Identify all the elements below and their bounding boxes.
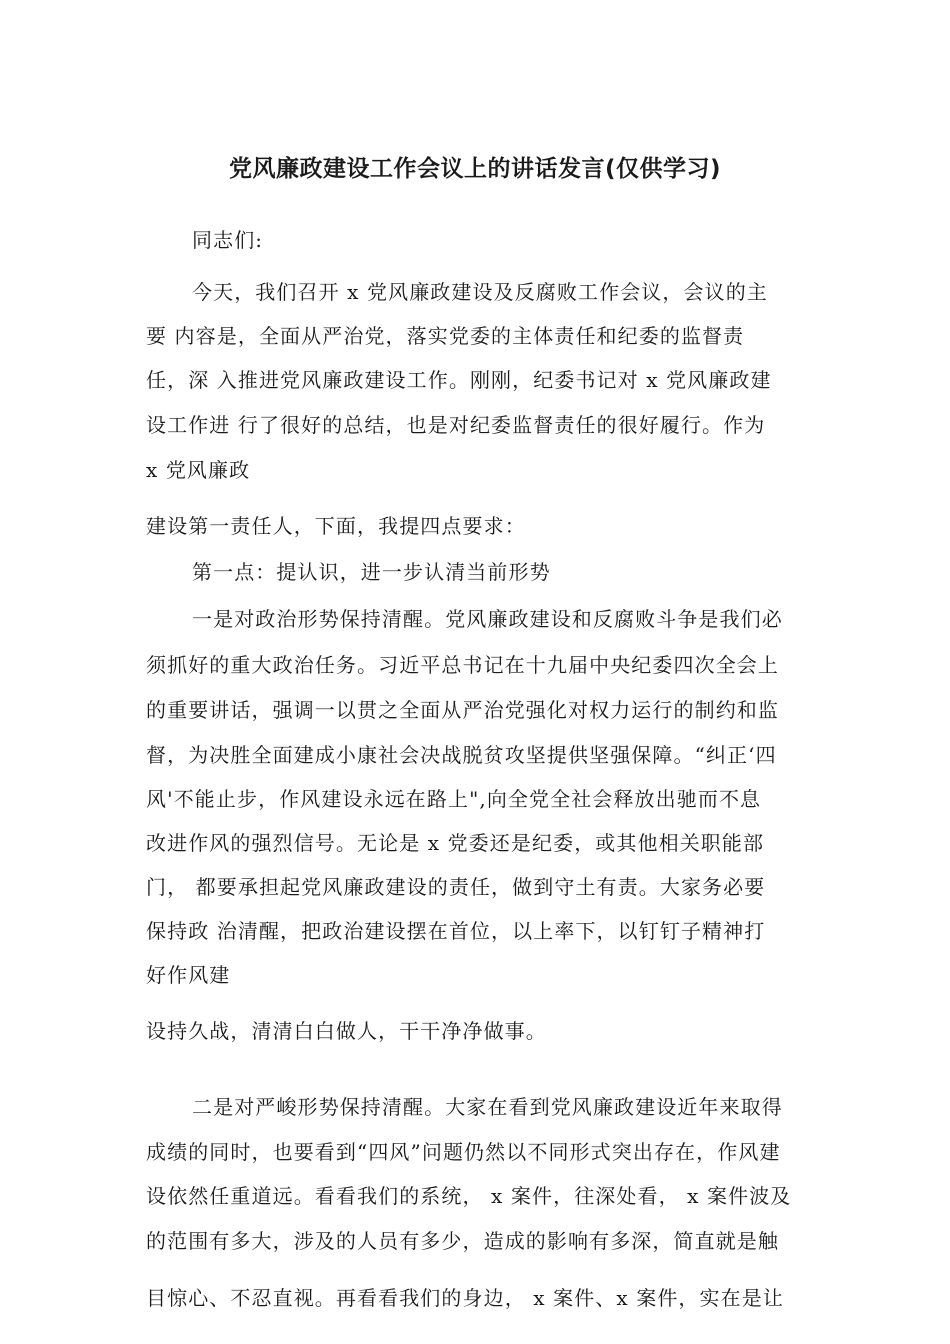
paragraph-line: 成绩的同时，也要看到“四风”问题仍然以不同形式突出存在，作风建 bbox=[146, 1140, 781, 1164]
paragraph-line: 的范围有多大，涉及的人员有多少，造成的影响有多深，简直就是触 bbox=[146, 1229, 779, 1253]
paragraph-line: 设工作进 行了很好的总结，也是对纪委监督责任的很好履行。作为 bbox=[146, 413, 766, 437]
paragraph-line: 建设第一责任人，下面，我提四点要求： bbox=[146, 514, 526, 538]
greeting: 同志们: bbox=[192, 228, 264, 252]
paragraph-line: 好作风建 bbox=[146, 963, 231, 987]
document-title: 党风廉政建设工作会议上的讲话发言(仅供学习) bbox=[228, 156, 722, 182]
paragraph-line: 的重要讲话，强调一以贯之全面从严治党强化对权力运行的制约和监 bbox=[146, 698, 779, 722]
paragraph-line: 任，深 入推进党风廉政建设工作。刚刚，纪委书记对 x 党风廉政建 bbox=[146, 368, 772, 392]
paragraph-line: 保持政 治清醒，把政治建设摆在首位，以上率下，以钉钉子精神打 bbox=[146, 919, 766, 943]
paragraph-line: 要 内容是，全面从严治党，落实党委的主体责任和纪委的监督责 bbox=[146, 324, 745, 348]
paragraph-line: 一是对政治形势保持清醒。党风廉政建设和反腐败斗争是我们必 bbox=[192, 607, 783, 631]
paragraph-line: 风'不能止步，作风建设永远在路上",向全党全社会释放出驰而不息 bbox=[146, 787, 762, 811]
paragraph-line: 二是对严峻形势保持清醒。大家在看到党风廉政建设近年来取得 bbox=[192, 1095, 783, 1119]
paragraph-line: 改进作风的强烈信号。无论是 x 党委还是纪委，或其他相关职能部 bbox=[146, 831, 765, 855]
paragraph-line: 设持久战，清清白白做人，干干净净做事。 bbox=[146, 1019, 547, 1043]
paragraph-line: 门， 都要承担起党风廉政建设的责任，做到守土有责。大家务必要 bbox=[146, 875, 766, 899]
paragraph-line: x 党风廉政 bbox=[146, 458, 251, 482]
paragraph-line: 须抓好的重大政治任务。习近平总书记在十九届中央纪委四次全会上 bbox=[146, 653, 779, 677]
paragraph-line: 今天，我们召开 x 党风廉政建设及反腐败工作会议，会议的主 bbox=[192, 280, 768, 304]
paragraph-line: 设依然任重道远。看看我们的系统， x 案件，往深处看， x 案件波及 bbox=[146, 1184, 792, 1208]
section-heading: 第一点：提认识，进一步认清当前形势 bbox=[192, 560, 551, 584]
paragraph-line: 目惊心、不忍直视。再看看我们的身边， x 案件、x 案件，实在是让 bbox=[146, 1286, 784, 1310]
paragraph-line: 督，为决胜全面建成小康社会决战脱贫攻坚提供坚强保障。“纠正‘四 bbox=[146, 743, 777, 767]
